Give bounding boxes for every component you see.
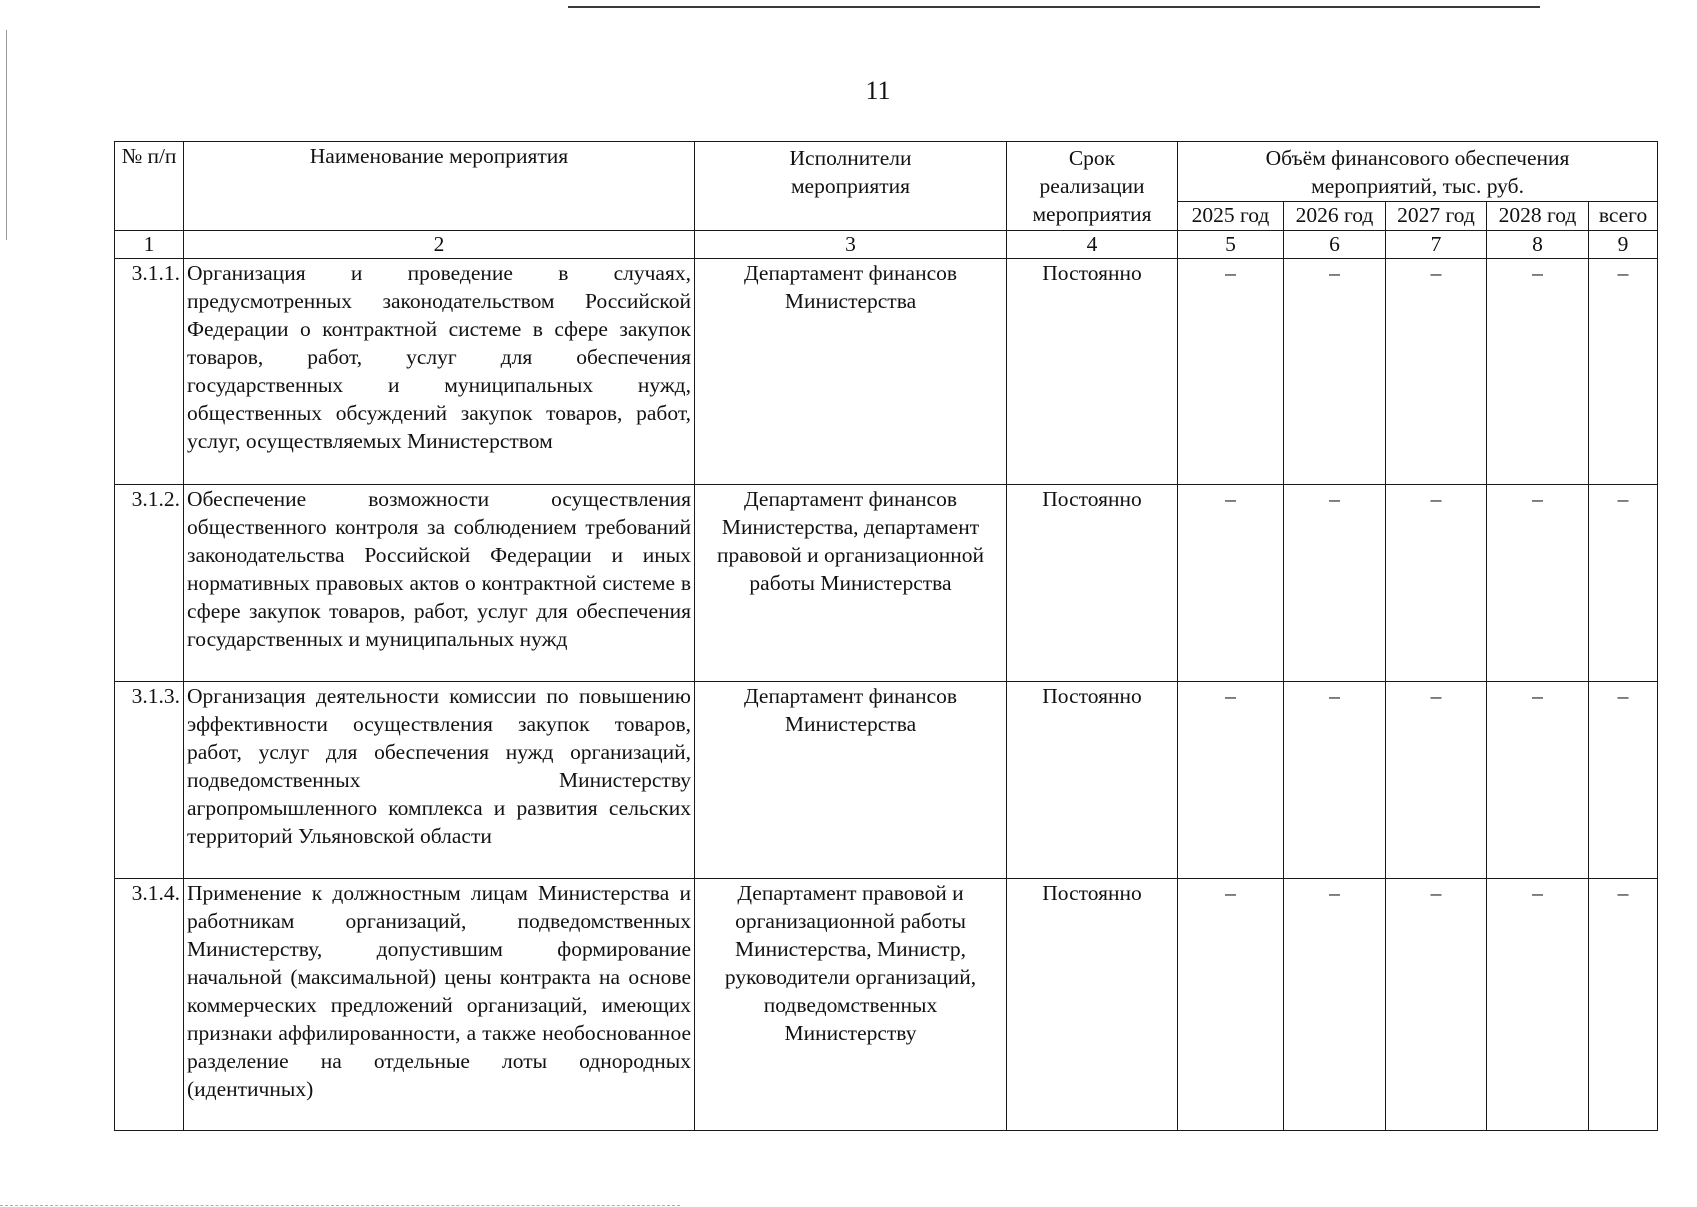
column-numbers-row — [115, 231, 1658, 259]
funding-2027: – — [1386, 879, 1487, 1131]
activity-executors: Департамент финансов Министерства — [695, 259, 1007, 485]
header-year-2027: 2027 год — [1386, 202, 1487, 231]
header-term: Срок реализации мероприятия — [1007, 142, 1178, 231]
activity-name: Применение к должностным лицам Министерства и работникам организаций, подведомственных Министерству, допустившим формирование начальной (максимальной) цены контракта на основе коммерческих предложений организаций, имеющих признаки аффилированности, а также необоснованное разделение на отдельные лоты однородных (идентичных) — [184, 879, 695, 1131]
header-number: № п/п — [115, 142, 184, 231]
row-number: 3.1.2. — [115, 485, 184, 682]
table-row — [115, 485, 1658, 682]
header-total: всего — [1589, 202, 1658, 231]
activity-executors: Департамент финансов Министерства — [695, 682, 1007, 879]
funding-2025: – — [1178, 682, 1284, 879]
funding-2026: – — [1284, 485, 1386, 682]
funding-2025: – — [1178, 259, 1284, 485]
page-number: 11 — [865, 76, 891, 105]
activity-term: Постоянно — [1007, 879, 1178, 1131]
funding-2026: – — [1284, 259, 1386, 485]
header-year-2026: 2026 год — [1284, 202, 1386, 231]
funding-2028: – — [1487, 259, 1589, 485]
header-executors: Исполнители мероприятия — [695, 142, 1007, 231]
scan-top-edge-line — [568, 6, 1540, 8]
column-number: 3 — [695, 231, 1007, 259]
row-number: 3.1.4. — [115, 879, 184, 1131]
activity-name: Организация и проведение в случаях, предусмотренных законодательством Российской Федерации о контрактной системе в сфере закупок товаров, работ, услуг для обеспечения государственных и муниципальных нужд, общественных обсуждений закупок товаров, работ, услуг, осуществляемых Министерством — [184, 259, 695, 485]
column-number: 6 — [1284, 231, 1386, 259]
funding-2025: – — [1178, 485, 1284, 682]
column-number: 4 — [1007, 231, 1178, 259]
header-funding: Объём финансового обеспечения мероприятий, тыс. руб. — [1178, 142, 1658, 202]
funding-total: – — [1589, 485, 1658, 682]
activity-name: Организация деятельности комиссии по повышению эффективности осуществления закупок товаров, работ, услуг для обеспечения нужд организаций, подведомственных Министерству агропромышленного комплекса и развития сельских территорий Ульяновской области — [184, 682, 695, 879]
activity-executors: Департамент правовой и организационной работы Министерства, Министр, руководители организаций, подведомственных Министерству — [695, 879, 1007, 1131]
table-row — [115, 682, 1658, 879]
row-number: 3.1.1. — [115, 259, 184, 485]
activity-term: Постоянно — [1007, 485, 1178, 682]
funding-total: – — [1589, 259, 1658, 485]
column-number: 8 — [1487, 231, 1589, 259]
column-number: 1 — [115, 231, 184, 259]
funding-total: – — [1589, 879, 1658, 1131]
table-row — [115, 879, 1658, 1131]
activity-term: Постоянно — [1007, 682, 1178, 879]
activity-executors: Департамент финансов Министерства, департамент правовой и организационной работы Министерства — [695, 485, 1007, 682]
column-number: 5 — [1178, 231, 1284, 259]
header-year-2025: 2025 год — [1178, 202, 1284, 231]
column-number: 9 — [1589, 231, 1658, 259]
funding-total: – — [1589, 682, 1658, 879]
header-year-2028: 2028 год — [1487, 202, 1589, 231]
activities-table — [114, 141, 1658, 1131]
activity-term: Постоянно — [1007, 259, 1178, 485]
funding-2028: – — [1487, 682, 1589, 879]
column-number: 2 — [184, 231, 695, 259]
activity-name: Обеспечение возможности осуществления общественного контроля за соблюдением требований законодательства Российской Федерации и иных нормативных правовых актов о контрактной системе в сфере закупок товаров, работ, услуг для обеспечения государственных и муниципальных нужд — [184, 485, 695, 682]
table-row — [115, 259, 1658, 485]
funding-2025: – — [1178, 879, 1284, 1131]
funding-2027: – — [1386, 485, 1487, 682]
funding-2028: – — [1487, 485, 1589, 682]
scan-left-edge-line — [6, 30, 7, 240]
column-number: 7 — [1386, 231, 1487, 259]
row-number: 3.1.3. — [115, 682, 184, 879]
funding-2027: – — [1386, 259, 1487, 485]
funding-2027: – — [1386, 682, 1487, 879]
funding-2026: – — [1284, 879, 1386, 1131]
funding-2028: – — [1487, 879, 1589, 1131]
funding-2026: – — [1284, 682, 1386, 879]
header-activity-name: Наименование мероприятия — [184, 142, 695, 231]
